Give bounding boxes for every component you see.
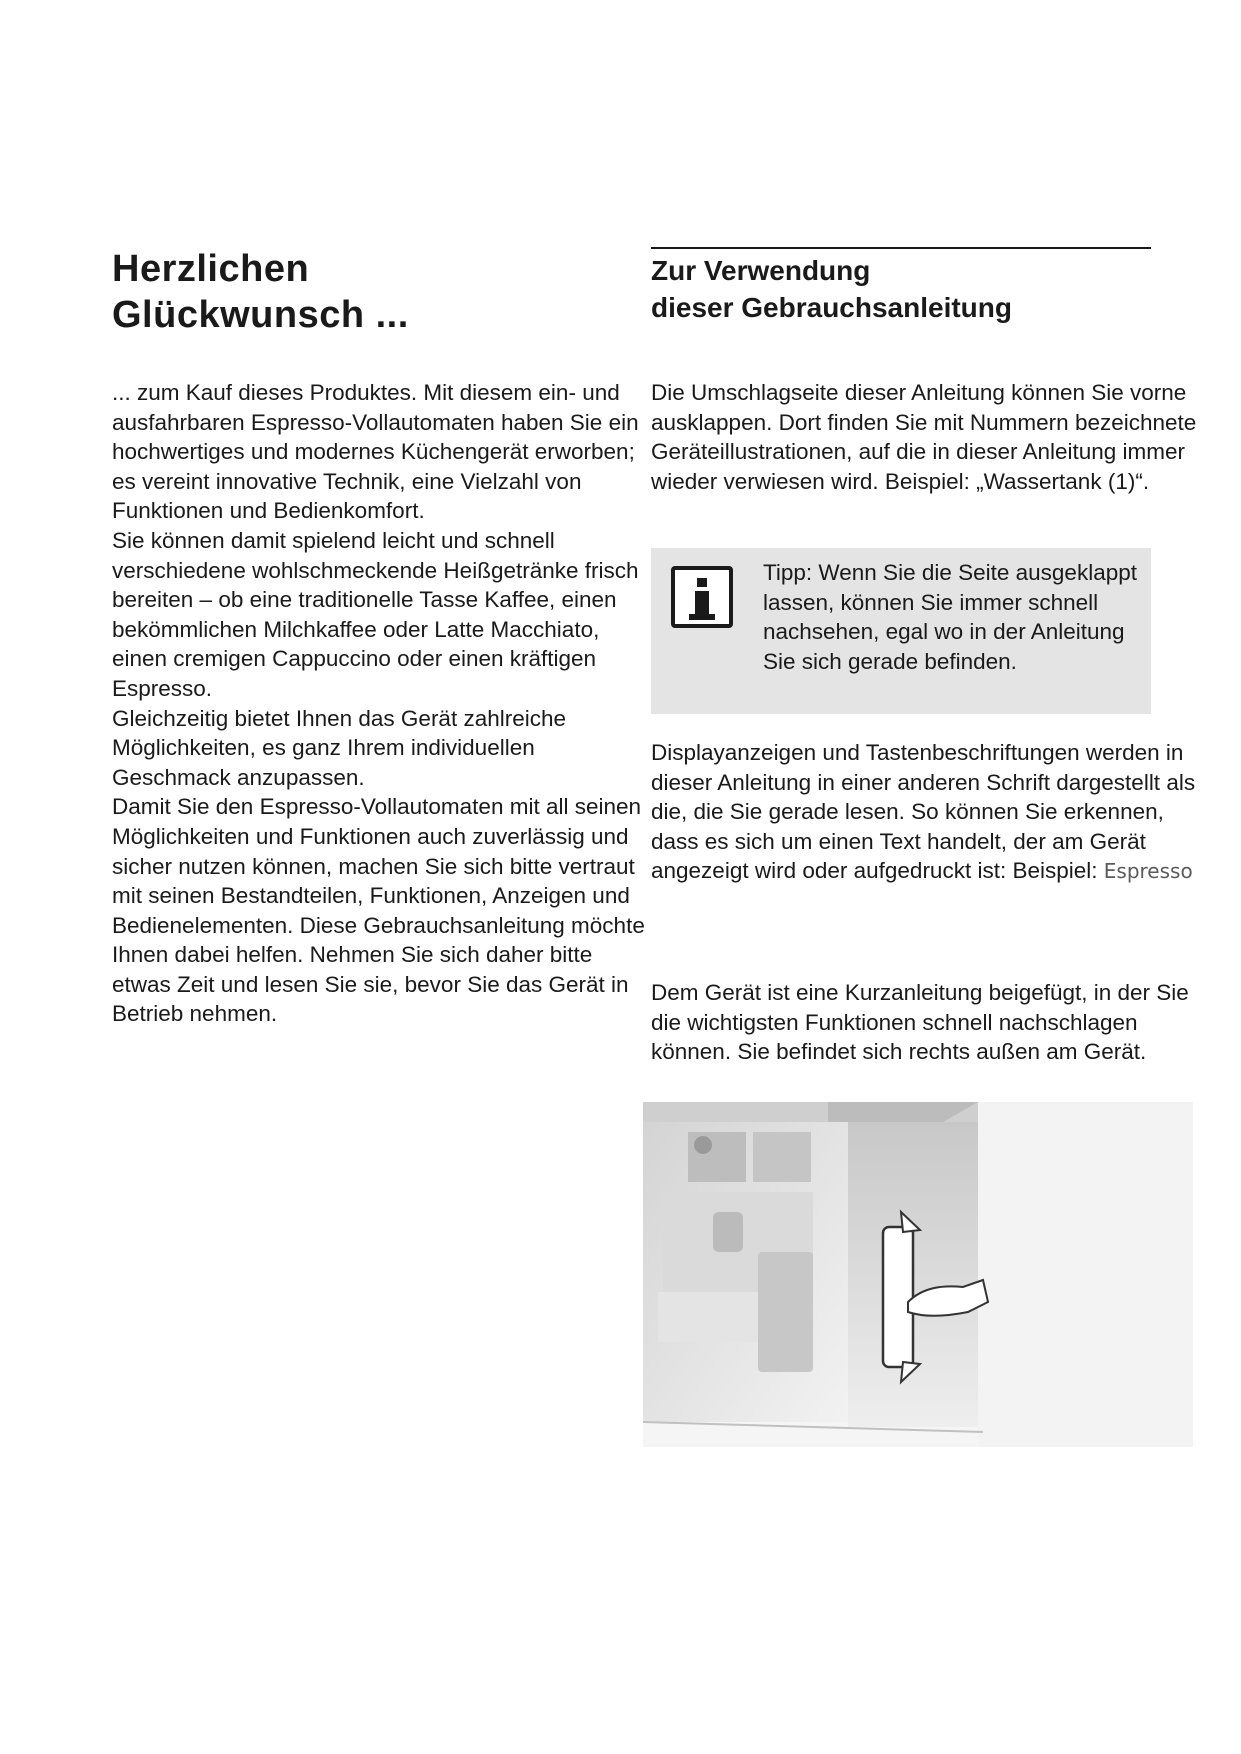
title-line-1: Herzlichen [112,248,310,290]
intro-paragraph-1: ... zum Kauf dieses Produktes. Mit diesem ein- und ausfahrbaren Espresso-Vollautomaten haben Sie ein hochwertiges und modernes Küchengerät erworben; es vereint innovative Technik, eine Vielzahl von Funktionen und Bedienkomfort. [112,380,639,524]
intro-paragraph-2: Sie können damit spielend leicht und schnell verschiedene wohlschmeckende Heißgetränke frisch bereiten – ob eine traditionelle Tasse Kaffee, einen bekömmlichen Milchkaffee oder Latte Macchiato, einen cremigen Cappuccino oder einen kräftigen Espresso. [112,527,639,701]
intro-paragraph-3: Gleichzeitig bietet Ihnen das Gerät zahlreiche Möglichkeiten, es ganz Ihrem individuellen Geschmack anzupassen. [112,705,567,790]
section-title [651,252,1012,326]
usage-paragraph-3: Dem Gerät ist eine Kurzanleitung beigefügt, in der Sie die wichtigsten Funktionen schnell nachschlagen können. Sie befindet sich rechts außen am Gerät. [651,980,1189,1065]
page-title [112,246,409,338]
usage-paragraph-1: Die Umschlagseite dieser Anleitung können Sie vorne ausklappen. Dort finden Sie mit Nummern bezeichnete Geräteillustrationen, auf die in dieser Anleitung immer wieder verwiesen wird. Beispiel: „Wassertank (1)“. [651,380,1197,494]
usage-paragraph-1-block [651,378,1207,496]
section-divider [651,247,1151,249]
section-title-line-1: Zur Verwendung [651,255,871,286]
usage-paragraph-2 [651,738,1207,887]
section-title-line-2: dieser Gebrauchsanleitung [651,292,1012,323]
intro-column [112,378,652,1029]
tip-text [763,558,1151,676]
info-icon [671,566,733,628]
tip-box [651,548,1151,714]
intro-paragraph-4: Damit Sie den Espresso-Vollautomaten mit all seinen Möglichkeiten und Funktionen auch zuverlässig und sicher nutzen können, machen Sie sich bitte vertraut mit seinen Bestandteilen, Funktionen, Anzeigen und Bedienelementen. Diese Gebrauchsanleitung möchte Ihnen dabei helfen. Nehmen Sie sich daher bitte etwas Zeit und lesen Sie sie, bevor Sie das Gerät in Betrieb nehmen. [112,794,645,1027]
display-font-example: Espresso [1103,859,1193,884]
usage-paragraph-2-block [651,738,1207,887]
espresso-machine-illustration [643,1102,1193,1447]
title-line-2: Glückwunsch ... [112,294,409,336]
usage-paragraph-2-text: Displayanzeigen und Tastenbeschriftungen werden in dieser Anleitung in einer anderen Schrift dargestellt als die, die Sie gerade lesen. So können Sie erkennen, dass es sich um einen Text handelt, der am Gerät angezeigt wird oder aufgedruckt ist: Beispiel: [651,740,1196,884]
tip-paragraph: Tipp: Wenn Sie die Seite ausgeklappt lassen, können Sie immer schnell nachsehen, egal wo in der Anleitung Sie sich gerade befinden. [763,560,1137,674]
usage-paragraph-3-block [651,978,1207,1067]
